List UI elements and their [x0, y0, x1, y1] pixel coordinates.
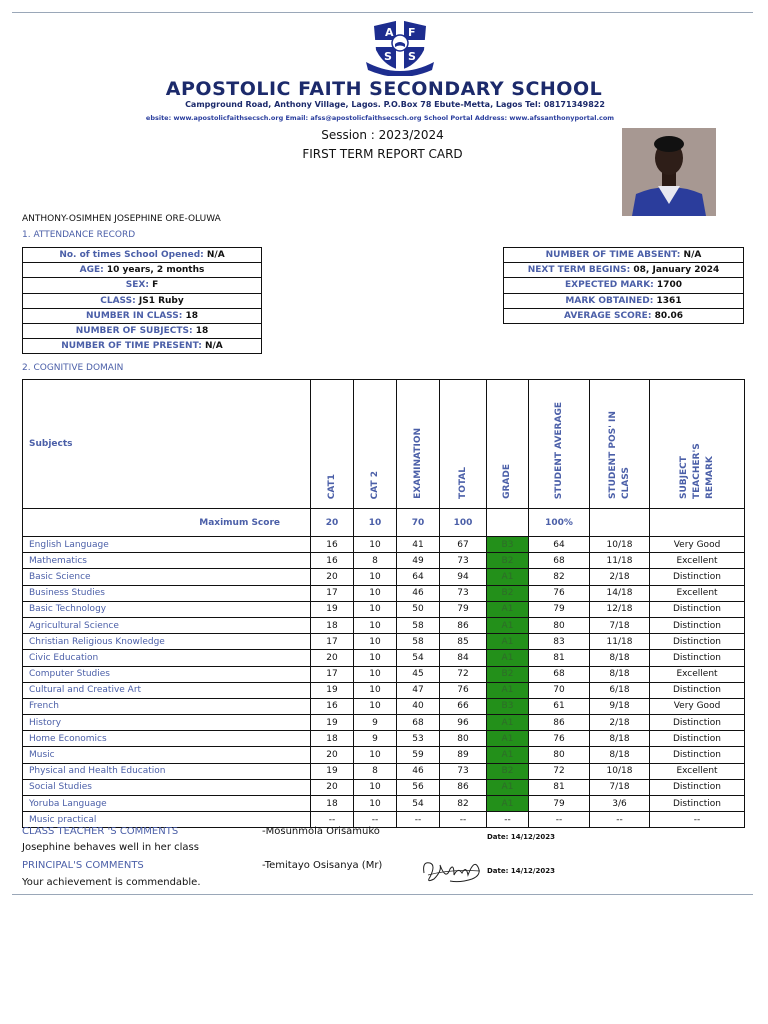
table-row	[23, 634, 745, 650]
attendance-label: NUMBER OF TIME PRESENT:	[61, 341, 202, 352]
score-cell: 17	[311, 634, 354, 650]
score-cell: 18	[311, 731, 354, 747]
table-row	[23, 537, 745, 553]
subject-name: Computer Studies	[23, 666, 311, 682]
score-cell: 20	[311, 569, 354, 585]
max-score-cell: 20	[311, 509, 354, 537]
table-row	[23, 601, 745, 617]
principal-name: -Temitayo Osisanya (Mr)	[262, 860, 383, 871]
score-cell: 81	[529, 779, 590, 795]
grade-cell: A1	[487, 634, 529, 650]
score-cell: 86	[529, 715, 590, 731]
score-cell: 9/18	[590, 698, 650, 714]
score-cell: 18	[311, 796, 354, 812]
teacher-comment: Josephine behaves well in her class	[22, 842, 199, 853]
principal-signature	[420, 855, 486, 885]
attendance-row	[23, 263, 262, 278]
attendance-value: 1361	[656, 295, 682, 306]
subject-name: History	[23, 715, 311, 731]
score-cell: 79	[440, 601, 487, 617]
column-header-remark: SUBJECT TEACHER'S REMARK	[678, 443, 715, 499]
attendance-row	[23, 339, 262, 354]
score-cell: 79	[529, 796, 590, 812]
section-attendance: 1. ATTENDANCE RECORD	[22, 230, 136, 240]
subject-name: Basic Technology	[23, 601, 311, 617]
table-row	[23, 553, 745, 569]
grade-cell: A1	[487, 601, 529, 617]
grade-cell: A1	[487, 682, 529, 698]
score-cell: 9	[354, 715, 397, 731]
subject-name: Christian Religious Knowledge	[23, 634, 311, 650]
school-name: APOSTOLIC FAITH SECONDARY SCHOOL	[165, 78, 603, 100]
score-cell: --	[650, 812, 745, 828]
score-cell: Distinction	[650, 650, 745, 666]
attendance-row	[23, 278, 262, 293]
score-cell: 10	[354, 747, 397, 763]
score-cell: 72	[529, 763, 590, 779]
score-cell: Distinction	[650, 634, 745, 650]
score-cell: 10	[354, 698, 397, 714]
score-cell: 8/18	[590, 747, 650, 763]
subject-name: Home Economics	[23, 731, 311, 747]
score-cell: 81	[529, 650, 590, 666]
score-cell: Distinction	[650, 779, 745, 795]
attendance-table-right	[503, 247, 744, 324]
score-cell: 50	[397, 601, 440, 617]
table-row	[23, 682, 745, 698]
subject-name: Basic Science	[23, 569, 311, 585]
column-header-cat1: CAT1	[326, 473, 337, 499]
attendance-value: 10 years, 2 months	[106, 265, 205, 276]
score-cell: 89	[440, 747, 487, 763]
subject-name: Social Studies	[23, 779, 311, 795]
score-cell: 47	[397, 682, 440, 698]
score-cell: 53	[397, 731, 440, 747]
attendance-row	[504, 293, 744, 308]
score-cell: 18	[311, 617, 354, 633]
score-cell: 20	[311, 747, 354, 763]
max-score-cell: 100%	[529, 509, 590, 537]
score-cell: 10	[354, 569, 397, 585]
column-header-grade: GRADE	[502, 464, 512, 499]
principal-comments-label: PRINCIPAL'S COMMENTS	[22, 860, 144, 871]
bottom-rule	[12, 894, 753, 895]
teacher-date: Date: 14/12/2023	[487, 833, 555, 841]
attendance-label: NUMBER OF SUBJECTS:	[75, 326, 193, 337]
teacher-comments-label: CLASS TEACHER 'S COMMENTS	[22, 826, 179, 837]
school-contacts: ebsite: www.apostolicfaithsecsch.org Email: afss@apostolicfaithsecsch.org School Portal Address: www.afssanthonyportal.com	[145, 114, 615, 122]
attendance-value: F	[152, 280, 159, 291]
table-row	[23, 731, 745, 747]
score-cell: 14/18	[590, 585, 650, 601]
table-row	[23, 569, 745, 585]
logo-letter-f: F	[408, 26, 416, 39]
subject-name: Music practical	[23, 812, 311, 828]
score-cell: 73	[440, 585, 487, 601]
score-cell: 76	[529, 731, 590, 747]
principal-comment: Your achievement is commendable.	[22, 877, 201, 888]
attendance-row	[23, 293, 262, 308]
score-cell: 11/18	[590, 634, 650, 650]
score-cell: Distinction	[650, 601, 745, 617]
score-cell: 86	[440, 617, 487, 633]
score-cell: 49	[397, 553, 440, 569]
score-cell: Excellent	[650, 666, 745, 682]
score-cell: 10	[354, 779, 397, 795]
attendance-value: 1700	[656, 280, 682, 291]
subject-name: Agricultural Science	[23, 617, 311, 633]
logo-letter-a: A	[385, 26, 394, 39]
score-cell: --	[440, 812, 487, 828]
max-score-cell: 100	[440, 509, 487, 537]
teacher-name: -Mosunmola Orisamuko	[262, 826, 380, 837]
attendance-label: NUMBER OF TIME ABSENT:	[545, 250, 681, 261]
score-cell: 10	[354, 796, 397, 812]
score-cell: 73	[440, 553, 487, 569]
score-cell: 56	[397, 779, 440, 795]
score-cell: 73	[440, 763, 487, 779]
score-cell: 3/6	[590, 796, 650, 812]
attendance-table-left	[22, 247, 262, 354]
score-cell: 6/18	[590, 682, 650, 698]
score-cell: 20	[311, 650, 354, 666]
max-score-cell: 10	[354, 509, 397, 537]
table-row	[23, 715, 745, 731]
score-cell: --	[487, 812, 529, 828]
grade-cell: A1	[487, 796, 529, 812]
score-cell: 10	[354, 666, 397, 682]
score-cell: 8/18	[590, 650, 650, 666]
score-cell: 72	[440, 666, 487, 682]
attendance-value: N/A	[206, 250, 225, 261]
score-cell: Very Good	[650, 537, 745, 553]
attendance-label: MARK OBTAINED:	[565, 295, 654, 306]
table-row	[23, 747, 745, 763]
column-header-examination: EXAMINATION	[412, 428, 423, 499]
score-cell: 46	[397, 585, 440, 601]
score-cell: 66	[440, 698, 487, 714]
score-cell: 82	[529, 569, 590, 585]
score-cell: 64	[529, 537, 590, 553]
score-cell: 17	[311, 666, 354, 682]
score-cell: 7/18	[590, 617, 650, 633]
score-cell: 10	[354, 537, 397, 553]
score-cell: 16	[311, 553, 354, 569]
score-cell: 70	[529, 682, 590, 698]
attendance-label: SEX:	[125, 280, 149, 291]
score-cell: 8	[354, 553, 397, 569]
score-cell: 16	[311, 537, 354, 553]
score-cell: 19	[311, 601, 354, 617]
score-cell: 11/18	[590, 553, 650, 569]
score-cell: 58	[397, 634, 440, 650]
score-cell: 16	[311, 698, 354, 714]
score-cell: 19	[311, 682, 354, 698]
score-cell: 54	[397, 650, 440, 666]
score-cell: 10	[354, 601, 397, 617]
score-cell: 64	[397, 569, 440, 585]
score-cell: Distinction	[650, 796, 745, 812]
subject-name: Physical and Health Education	[23, 763, 311, 779]
attendance-value: 80.06	[654, 310, 684, 321]
subject-name: Music	[23, 747, 311, 763]
score-cell: --	[397, 812, 440, 828]
score-cell: Distinction	[650, 569, 745, 585]
score-cell: Excellent	[650, 553, 745, 569]
subject-name: Cultural and Creative Art	[23, 682, 311, 698]
table-row	[23, 617, 745, 633]
score-cell: 82	[440, 796, 487, 812]
table-row	[23, 779, 745, 795]
grade-cell: B3	[487, 537, 529, 553]
table-row	[23, 763, 745, 779]
logo-letter-s1: S	[384, 50, 392, 63]
score-cell: 68	[397, 715, 440, 731]
max-score-cell	[650, 509, 745, 537]
attendance-row	[504, 263, 744, 278]
score-cell: Distinction	[650, 731, 745, 747]
score-cell: 80	[529, 747, 590, 763]
score-cell: 80	[529, 617, 590, 633]
grade-cell: B2	[487, 666, 529, 682]
score-cell: 2/18	[590, 569, 650, 585]
section-cognitive: 2. COGNITIVE DOMAIN	[22, 363, 124, 373]
score-cell: 10	[354, 617, 397, 633]
grade-cell: B2	[487, 585, 529, 601]
score-cell: 76	[440, 682, 487, 698]
attendance-value: 08, January 2024	[633, 265, 720, 276]
grade-cell: A1	[487, 617, 529, 633]
attendance-label: No. of times School Opened:	[59, 250, 204, 261]
table-row	[23, 666, 745, 682]
score-cell: 67	[440, 537, 487, 553]
attendance-value: 18	[185, 310, 199, 321]
score-cell: --	[311, 812, 354, 828]
subject-name: French	[23, 698, 311, 714]
score-cell: 7/18	[590, 779, 650, 795]
score-cell: 58	[397, 617, 440, 633]
score-cell: --	[590, 812, 650, 828]
score-cell: 9	[354, 731, 397, 747]
subject-name: Civic Education	[23, 650, 311, 666]
attendance-row	[23, 308, 262, 323]
score-cell: 54	[397, 796, 440, 812]
session: Session : 2023/2024	[321, 128, 444, 142]
score-cell: 94	[440, 569, 487, 585]
school-address: Campground Road, Anthony Village, Lagos. P.O.Box 78 Ebute-Metta, Lagos Tel: 08171349822	[185, 100, 605, 109]
report-title: FIRST TERM REPORT CARD	[302, 147, 463, 161]
score-cell: Excellent	[650, 763, 745, 779]
subject-name: Mathematics	[23, 553, 311, 569]
score-cell: Distinction	[650, 617, 745, 633]
subject-name: Business Studies	[23, 585, 311, 601]
column-header-student-average: STUDENT AVERAGE	[553, 401, 564, 499]
cognitive-domain-table	[22, 379, 745, 828]
score-cell: 46	[397, 763, 440, 779]
max-score-row	[23, 509, 745, 537]
grade-cell: B3	[487, 698, 529, 714]
score-cell: 10	[354, 682, 397, 698]
score-cell: Distinction	[650, 715, 745, 731]
score-cell: 59	[397, 747, 440, 763]
attendance-value: JS1 Ruby	[138, 295, 184, 306]
score-cell: 45	[397, 666, 440, 682]
attendance-row	[504, 278, 744, 293]
student-photo	[622, 128, 716, 216]
score-cell: Distinction	[650, 747, 745, 763]
table-row	[23, 585, 745, 601]
subject-name: English Language	[23, 537, 311, 553]
score-cell: 10/18	[590, 763, 650, 779]
score-cell: 10	[354, 650, 397, 666]
score-cell: 8/18	[590, 666, 650, 682]
principal-date: Date: 14/12/2023	[487, 867, 555, 875]
score-cell: 10	[354, 585, 397, 601]
score-cell: 12/18	[590, 601, 650, 617]
table-row	[23, 698, 745, 714]
score-cell: 10/18	[590, 537, 650, 553]
attendance-value: 18	[195, 326, 209, 337]
grade-cell: B2	[487, 763, 529, 779]
top-rule	[12, 12, 753, 13]
score-cell: Very Good	[650, 698, 745, 714]
score-cell: 40	[397, 698, 440, 714]
score-cell: 84	[440, 650, 487, 666]
score-cell: 68	[529, 666, 590, 682]
attendance-label: AVERAGE SCORE:	[563, 310, 652, 321]
max-score-cell: 70	[397, 509, 440, 537]
attendance-label: EXPECTED MARK:	[565, 280, 654, 291]
score-cell: 8/18	[590, 731, 650, 747]
attendance-label: NEXT TERM BEGINS:	[527, 265, 631, 276]
max-score-cell	[487, 509, 529, 537]
score-cell: 19	[311, 763, 354, 779]
column-header-position: STUDENT POS' IN CLASS	[607, 411, 631, 499]
school-logo	[358, 16, 442, 76]
score-cell: 20	[311, 779, 354, 795]
attendance-label: NUMBER IN CLASS:	[85, 310, 183, 321]
score-cell: --	[529, 812, 590, 828]
grade-cell: B2	[487, 553, 529, 569]
attendance-row	[23, 323, 262, 338]
grade-cell: A1	[487, 650, 529, 666]
score-cell: 85	[440, 634, 487, 650]
attendance-value: N/A	[683, 250, 702, 261]
attendance-row	[504, 248, 744, 263]
score-cell: 41	[397, 537, 440, 553]
score-cell: 2/18	[590, 715, 650, 731]
attendance-label: CLASS:	[100, 295, 136, 306]
score-cell: Excellent	[650, 585, 745, 601]
column-header-cat2: CAT 2	[369, 470, 380, 499]
attendance-row	[504, 308, 744, 323]
score-cell: Distinction	[650, 682, 745, 698]
column-header-total: TOTAL	[457, 467, 468, 499]
subject-name: Yoruba Language	[23, 796, 311, 812]
score-cell: 68	[529, 553, 590, 569]
subjects-header: Subjects	[23, 380, 311, 509]
score-cell: 19	[311, 715, 354, 731]
table-row	[23, 796, 745, 812]
max-score-label: Maximum Score	[23, 509, 311, 537]
score-cell: 83	[529, 634, 590, 650]
score-cell: 96	[440, 715, 487, 731]
table-header-row	[23, 380, 745, 509]
score-cell: 79	[529, 601, 590, 617]
attendance-row	[23, 248, 262, 263]
student-name: ANTHONY-OSIMHEN JOSEPHINE ORE-OLUWA	[22, 214, 221, 224]
score-cell: 86	[440, 779, 487, 795]
score-cell: --	[354, 812, 397, 828]
grade-cell: A1	[487, 569, 529, 585]
score-cell: 76	[529, 585, 590, 601]
grade-cell: A1	[487, 715, 529, 731]
score-cell: 17	[311, 585, 354, 601]
score-cell: 80	[440, 731, 487, 747]
score-cell: 10	[354, 634, 397, 650]
attendance-value: N/A	[204, 341, 223, 352]
logo-letter-s2: S	[408, 50, 416, 63]
grade-cell: A1	[487, 731, 529, 747]
max-score-cell	[590, 509, 650, 537]
attendance-label: AGE:	[79, 265, 104, 276]
grade-cell: A1	[487, 779, 529, 795]
score-cell: 61	[529, 698, 590, 714]
table-row	[23, 650, 745, 666]
grade-cell: A1	[487, 747, 529, 763]
score-cell: 8	[354, 763, 397, 779]
